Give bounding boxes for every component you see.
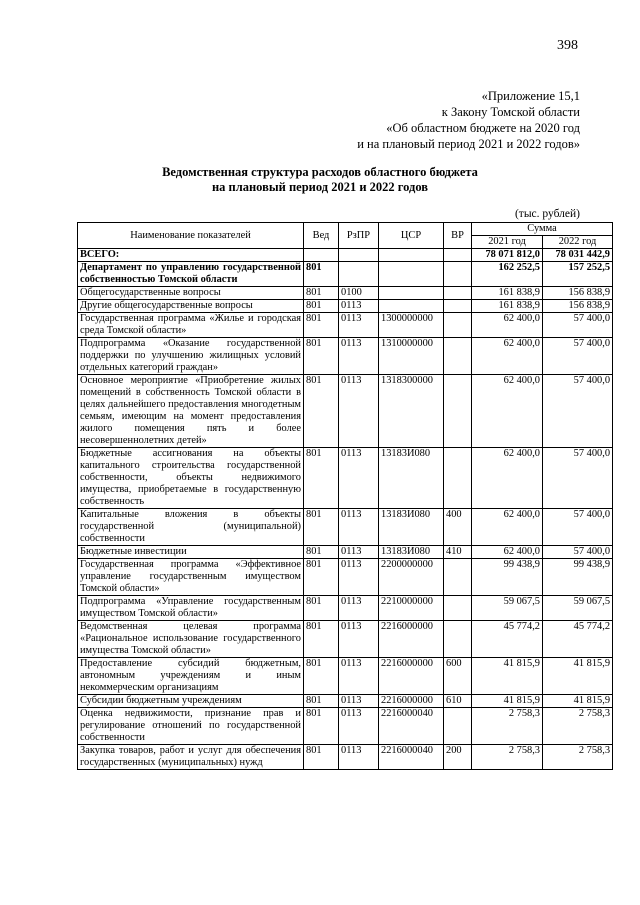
cell-ved: 801 <box>304 745 339 770</box>
cell-ved: 801 <box>304 559 339 596</box>
cell-vr <box>444 596 472 621</box>
header-2021: 2021 год <box>472 236 543 249</box>
document-title <box>0 165 640 195</box>
cell-csr <box>379 300 444 313</box>
cell-vr <box>444 313 472 338</box>
cell-name: Департамент по управлению государственной собственностью Томской области <box>78 262 304 287</box>
page-number: 398 <box>557 38 578 53</box>
cell-2021: 62 400,0 <box>472 375 543 448</box>
cell-rzpr: 0113 <box>339 745 379 770</box>
cell-2022: 78 031 442,9 <box>543 249 613 262</box>
cell-rzpr: 0113 <box>339 546 379 559</box>
table-row <box>78 745 613 770</box>
cell-2022: 57 400,0 <box>543 448 613 509</box>
header-csr: ЦСР <box>379 223 444 249</box>
cell-2022: 2 758,3 <box>543 708 613 745</box>
cell-rzpr: 0113 <box>339 658 379 695</box>
cell-csr: 2210000000 <box>379 596 444 621</box>
cell-rzpr: 0113 <box>339 300 379 313</box>
cell-name: Бюджетные инвестиции <box>78 546 304 559</box>
cell-ved: 801 <box>304 695 339 708</box>
cell-ved: 801 <box>304 338 339 375</box>
cell-2021: 78 071 812,0 <box>472 249 543 262</box>
cell-name: Подпрограмма «Управление государственным имуществом Томской области» <box>78 596 304 621</box>
cell-2021: 2 758,3 <box>472 708 543 745</box>
cell-name: Основное мероприятие «Приобретение жилых помещений в собственность Томской области в целях дальнейшего предоставления многодетным семьям, имеющим на момент предоставления жилого помещения пять и более несовершеннолетних детей» <box>78 375 304 448</box>
cell-csr: 2216000040 <box>379 745 444 770</box>
budget-table <box>77 222 613 770</box>
cell-2022: 57 400,0 <box>543 546 613 559</box>
header-rzpr: РзПР <box>339 223 379 249</box>
cell-rzpr <box>339 249 379 262</box>
cell-csr: 13183И080 <box>379 509 444 546</box>
cell-2022: 156 838,9 <box>543 287 613 300</box>
cell-name: Предоставление субсидий бюджетным, автономным учреждениям и иным некоммерческим организациям <box>78 658 304 695</box>
cell-name: Государственная программа «Эффективное управление государственным имуществом Томской области» <box>78 559 304 596</box>
cell-2021: 62 400,0 <box>472 313 543 338</box>
cell-ved: 801 <box>304 596 339 621</box>
cell-csr <box>379 287 444 300</box>
cell-vr <box>444 708 472 745</box>
cell-2022: 59 067,5 <box>543 596 613 621</box>
cell-csr: 2200000000 <box>379 559 444 596</box>
cell-2021: 41 815,9 <box>472 695 543 708</box>
cell-name: Другие общегосударственные вопросы <box>78 300 304 313</box>
appendix-line: «Приложение 15,1 <box>481 89 580 103</box>
table-row <box>78 708 613 745</box>
table-body <box>78 249 613 770</box>
cell-csr: 2216000040 <box>379 708 444 745</box>
cell-2021: 162 252,5 <box>472 262 543 287</box>
cell-csr: 13183И080 <box>379 546 444 559</box>
cell-csr: 2216000000 <box>379 621 444 658</box>
cell-rzpr: 0113 <box>339 313 379 338</box>
table-row <box>78 287 613 300</box>
cell-ved: 801 <box>304 509 339 546</box>
cell-2021: 45 774,2 <box>472 621 543 658</box>
cell-rzpr <box>339 262 379 287</box>
appendix-note <box>357 88 580 152</box>
header-name: Наименование показателей <box>78 223 304 249</box>
cell-rzpr: 0113 <box>339 375 379 448</box>
cell-name: Оценка недвижимости, признание прав и регулирование отношений по государственной собственности <box>78 708 304 745</box>
table-row <box>78 262 613 287</box>
cell-rzpr: 0113 <box>339 621 379 658</box>
cell-vr: 400 <box>444 509 472 546</box>
cell-ved: 801 <box>304 621 339 658</box>
cell-name: Закупка товаров, работ и услуг для обеспечения государственных (муниципальных) нужд <box>78 745 304 770</box>
cell-rzpr: 0100 <box>339 287 379 300</box>
title-line: Ведомственная структура расходов областного бюджета <box>162 165 478 179</box>
cell-vr: 410 <box>444 546 472 559</box>
cell-2021: 62 400,0 <box>472 546 543 559</box>
cell-ved: 801 <box>304 313 339 338</box>
cell-2021: 62 400,0 <box>472 448 543 509</box>
table-row <box>78 621 613 658</box>
cell-name: Субсидии бюджетным учреждениям <box>78 695 304 708</box>
table-row <box>78 249 613 262</box>
cell-rzpr: 0113 <box>339 596 379 621</box>
units-note: (тыс. рублей) <box>514 208 580 220</box>
header-vr: ВР <box>444 223 472 249</box>
cell-rzpr: 0113 <box>339 695 379 708</box>
cell-ved: 801 <box>304 448 339 509</box>
cell-2022: 2 758,3 <box>543 745 613 770</box>
cell-2022: 157 252,5 <box>543 262 613 287</box>
cell-csr: 1318300000 <box>379 375 444 448</box>
cell-2022: 41 815,9 <box>543 695 613 708</box>
cell-2022: 57 400,0 <box>543 313 613 338</box>
cell-vr <box>444 300 472 313</box>
cell-vr <box>444 249 472 262</box>
cell-vr: 600 <box>444 658 472 695</box>
cell-rzpr: 0113 <box>339 708 379 745</box>
cell-vr <box>444 262 472 287</box>
cell-2021: 161 838,9 <box>472 300 543 313</box>
table-row <box>78 509 613 546</box>
cell-rzpr: 0113 <box>339 509 379 546</box>
cell-vr <box>444 621 472 658</box>
cell-2022: 41 815,9 <box>543 658 613 695</box>
cell-name: Бюджетные ассигнования на объекты капитального строительства государственной собственности, объекты недвижимого имущества, приобретаемые в государственную собственность <box>78 448 304 509</box>
title-line: на плановый период 2021 и 2022 годов <box>211 180 429 194</box>
table-row <box>78 300 613 313</box>
cell-name: ВСЕГО: <box>78 249 304 262</box>
cell-vr: 610 <box>444 695 472 708</box>
cell-ved: 801 <box>304 708 339 745</box>
cell-ved: 801 <box>304 300 339 313</box>
cell-name: Ведомственная целевая программа «Рациональное использование государственного имущества Томской области» <box>78 621 304 658</box>
cell-2022: 99 438,9 <box>543 559 613 596</box>
cell-rzpr: 0113 <box>339 559 379 596</box>
cell-csr: 2216000000 <box>379 658 444 695</box>
table-row <box>78 596 613 621</box>
cell-csr: 1310000000 <box>379 338 444 375</box>
cell-2022: 57 400,0 <box>543 375 613 448</box>
cell-2022: 45 774,2 <box>543 621 613 658</box>
cell-2022: 57 400,0 <box>543 338 613 375</box>
cell-name: Общегосударственные вопросы <box>78 287 304 300</box>
cell-rzpr: 0113 <box>339 448 379 509</box>
table-row <box>78 546 613 559</box>
cell-csr: 2216000000 <box>379 695 444 708</box>
cell-vr <box>444 287 472 300</box>
table-row <box>78 375 613 448</box>
cell-ved <box>304 249 339 262</box>
header-2022: 2022 год <box>543 236 613 249</box>
cell-2021: 99 438,9 <box>472 559 543 596</box>
cell-vr <box>444 559 472 596</box>
cell-vr <box>444 338 472 375</box>
cell-2021: 161 838,9 <box>472 287 543 300</box>
appendix-line: и на плановый период 2021 и 2022 годов» <box>357 137 580 151</box>
cell-ved: 801 <box>304 546 339 559</box>
cell-2021: 2 758,3 <box>472 745 543 770</box>
table-row <box>78 313 613 338</box>
table-row <box>78 338 613 375</box>
cell-2021: 59 067,5 <box>472 596 543 621</box>
header-ved: Вед <box>304 223 339 249</box>
cell-vr <box>444 375 472 448</box>
table-row <box>78 658 613 695</box>
header-sum: Сумма <box>472 223 613 236</box>
cell-name: Подпрограмма «Оказание государственной поддержки по улучшению жилищных условий отдельных категорий граждан» <box>78 338 304 375</box>
cell-2022: 57 400,0 <box>543 509 613 546</box>
cell-csr <box>379 249 444 262</box>
cell-csr <box>379 262 444 287</box>
appendix-line: «Об областном бюджете на 2020 год <box>386 121 580 135</box>
cell-2021: 62 400,0 <box>472 509 543 546</box>
cell-2021: 62 400,0 <box>472 338 543 375</box>
table-row <box>78 448 613 509</box>
cell-ved: 801 <box>304 658 339 695</box>
cell-ved: 801 <box>304 375 339 448</box>
table-row <box>78 695 613 708</box>
table-row <box>78 559 613 596</box>
cell-csr: 1300000000 <box>379 313 444 338</box>
cell-ved: 801 <box>304 287 339 300</box>
cell-2022: 156 838,9 <box>543 300 613 313</box>
cell-csr: 13183И080 <box>379 448 444 509</box>
cell-name: Государственная программа «Жилье и городская среда Томской области» <box>78 313 304 338</box>
cell-2021: 41 815,9 <box>472 658 543 695</box>
cell-vr <box>444 448 472 509</box>
cell-rzpr: 0113 <box>339 338 379 375</box>
cell-vr: 200 <box>444 745 472 770</box>
cell-ved: 801 <box>304 262 339 287</box>
appendix-line: к Закону Томской области <box>441 105 580 119</box>
cell-name: Капитальные вложения в объекты государственной (муниципальной) собственности <box>78 509 304 546</box>
